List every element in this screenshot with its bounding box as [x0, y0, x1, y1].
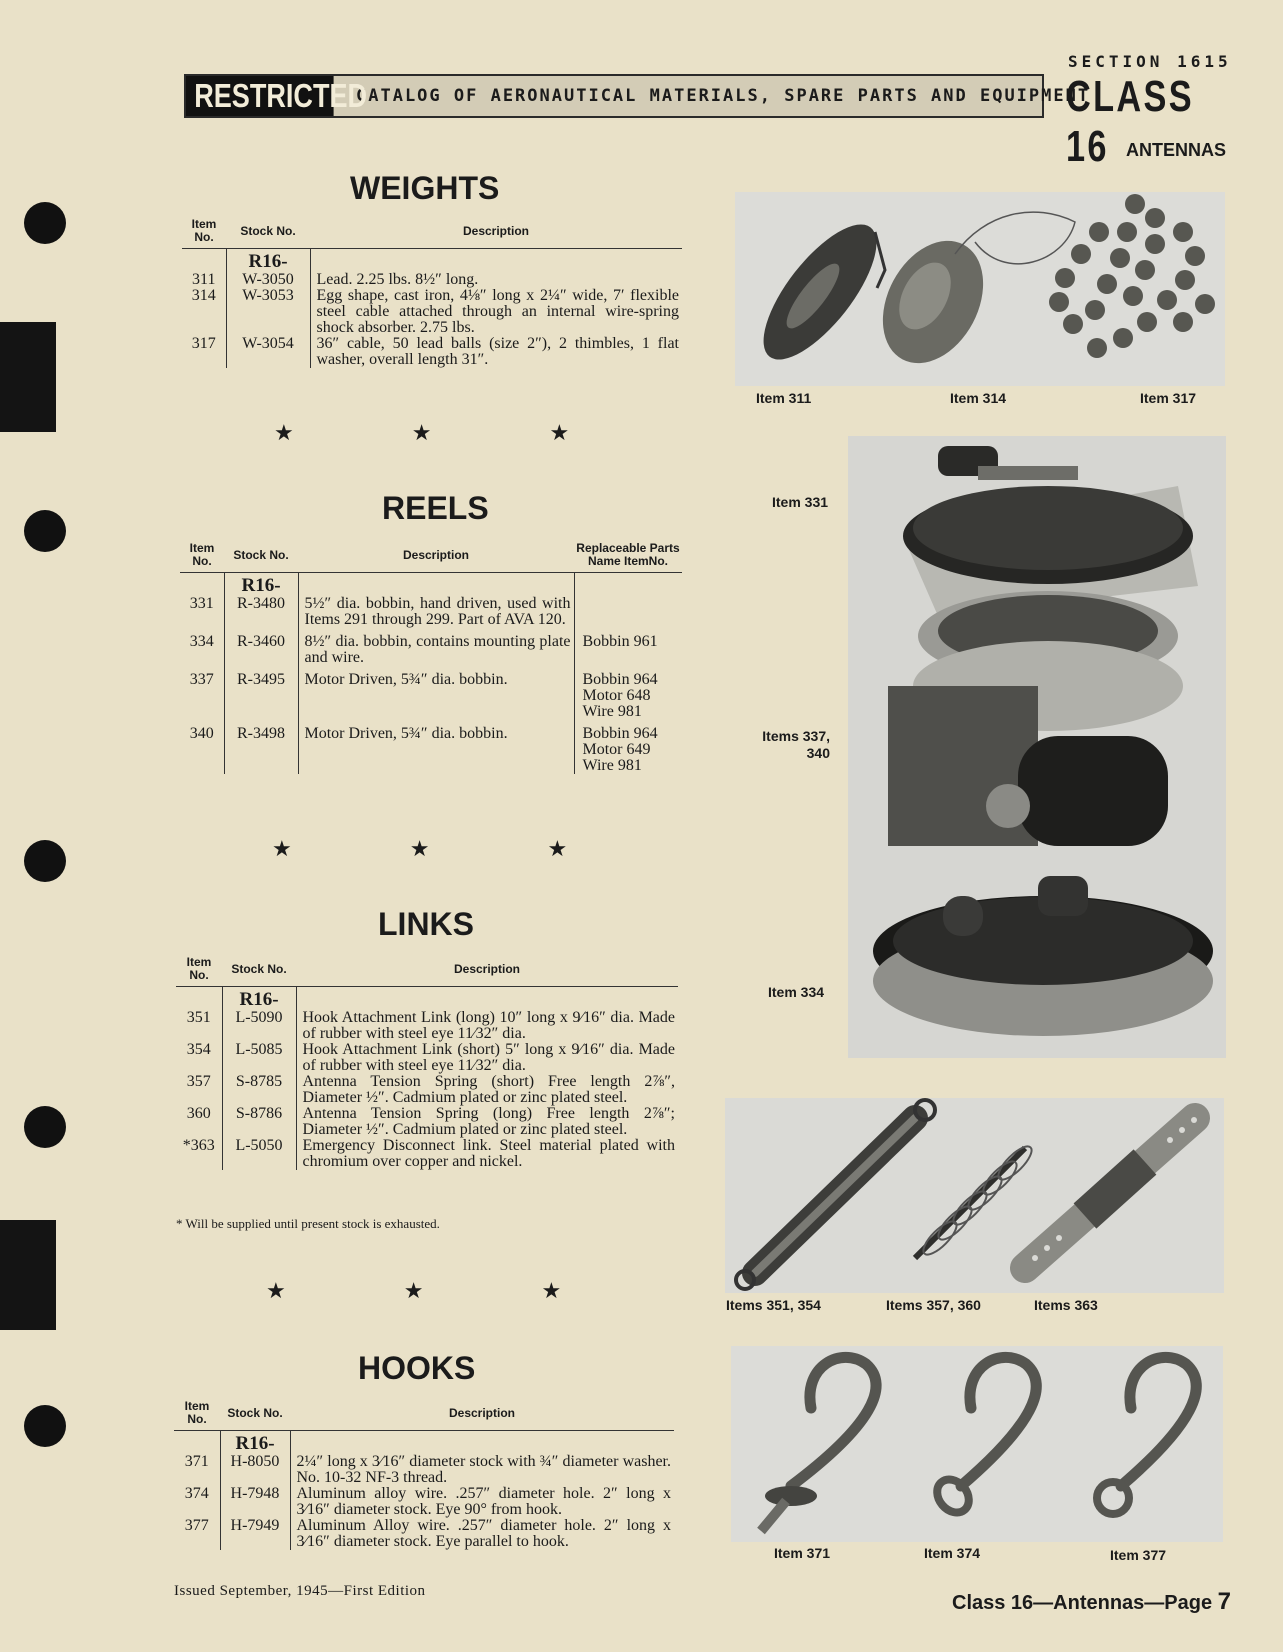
- stock-no: R-3480: [224, 596, 298, 634]
- replaceable-parts: Bobbin 964 Motor 648 Wire 981: [574, 672, 682, 726]
- hooks-photo: [731, 1346, 1223, 1542]
- item-no: 340: [189, 725, 214, 742]
- category-title: ANTENNAS: [1126, 140, 1227, 160]
- description: Motor Driven, 5¾″ dia. bobbin.: [298, 672, 574, 726]
- item-no: 357: [186, 1073, 211, 1090]
- hooks-title: HOOKS: [358, 1350, 476, 1386]
- col-replaceable-parts: Replaceable Parts Name ItemNo.: [574, 540, 682, 573]
- table-row: [176, 1010, 678, 1042]
- item-no: 314: [191, 287, 216, 304]
- caption-item-334: Item 334: [768, 984, 825, 1000]
- restricted-label: RESTRICTED: [186, 76, 334, 116]
- stock-no: S-8786: [222, 1106, 296, 1138]
- replaceable-parts: Bobbin 961: [574, 634, 682, 672]
- item-no: 331: [189, 595, 214, 612]
- description: Aluminum alloy wire. .257″ diameter hole. 2″ long x 3⁄16″ diameter stock. Eye 90° from hook.: [290, 1486, 674, 1518]
- weights-illustration: [735, 192, 1225, 386]
- caption-items-363: Items 363: [1034, 1297, 1098, 1313]
- stock-no: L-5090: [222, 1010, 296, 1042]
- caption-item-374: Item 374: [924, 1545, 981, 1561]
- binder-hole: [24, 510, 66, 552]
- caption-item-317: Item 317: [1140, 390, 1197, 406]
- table-row: [180, 596, 682, 634]
- catalog-title: CATALOG OF AERONAUTICAL MATERIALS, SPARE PARTS AND EQUIPMENT: [356, 86, 1091, 106]
- stock-no: W-3053: [226, 288, 310, 336]
- caption-item-331: Item 331: [772, 494, 829, 510]
- item-no: 371: [184, 1453, 209, 1470]
- caption-items-357-360: Items 357, 360: [886, 1297, 981, 1313]
- description: Aluminum Alloy wire. .257″ diameter hole. 2″ long x 3⁄16″ diameter stock. Eye parallel to hook.: [290, 1518, 674, 1550]
- caption-items-337-340: Items 337, 340: [762, 728, 830, 761]
- description: 36″ cable, 50 lead balls (size 2″), 2 thimbles, 1 flat washer, overall length 31″.: [310, 336, 682, 368]
- stock-no: H-8050: [220, 1454, 290, 1486]
- description: Emergency Disconnect link. Steel material plated with chromium over copper and nickel.: [296, 1138, 678, 1170]
- item-no: 317: [191, 335, 216, 352]
- reels-table: [180, 540, 682, 774]
- binder-hole: [24, 840, 66, 882]
- table-row: [174, 1454, 674, 1486]
- col-stock: Stock No.: [222, 954, 296, 987]
- table-row: [176, 1106, 678, 1138]
- caption-item-377: Item 377: [1110, 1547, 1167, 1563]
- description: Egg shape, cast iron, 4⅛″ long x 2¼″ wide, 7′ flexible steel cable attached through an internal wire-spring shock absorber. 2.75 lbs.: [310, 288, 682, 336]
- col-stock: Stock No.: [226, 216, 310, 249]
- col-stock: Stock No.: [224, 540, 298, 573]
- stock-no: W-3050: [226, 272, 310, 288]
- col-item: Item No.: [176, 954, 222, 987]
- index-tab: [0, 1220, 56, 1330]
- caption-item-314: Item 314: [950, 390, 1007, 406]
- links-title: LINKS: [378, 906, 474, 942]
- stock-prefix: R16-: [220, 1431, 290, 1455]
- col-description: Description: [296, 954, 678, 987]
- stock-no: R-3495: [224, 672, 298, 726]
- header-band: [184, 74, 1091, 118]
- description: Motor Driven, 5¾″ dia. bobbin.: [298, 726, 574, 774]
- stock-prefix: R16-: [224, 573, 298, 597]
- index-tab: [0, 322, 56, 432]
- caption-item-311: Item 311: [756, 390, 812, 406]
- description: Antenna Tension Spring (short) Free length 2⅞″, Diameter ½″. Cadmium plated or zinc plated steel.: [296, 1074, 678, 1106]
- table-row: [174, 1486, 674, 1518]
- table-row: [182, 288, 682, 336]
- reels-title: REELS: [382, 490, 489, 526]
- table-row: [180, 634, 682, 672]
- description: Hook Attachment Link (short) 5″ long x 9⁄16″ dia. Made of rubber with steel eye 11⁄32″ dia.: [296, 1042, 678, 1074]
- col-item: Item No.: [174, 1398, 220, 1431]
- stock-no: H-7948: [220, 1486, 290, 1518]
- table-row: [176, 1074, 678, 1106]
- table-row: [174, 1518, 674, 1550]
- reels-illustration: [848, 436, 1226, 1058]
- col-description: Description: [298, 540, 574, 573]
- caption-item-371: Item 371: [774, 1545, 831, 1561]
- page-number: 7: [1217, 1588, 1232, 1615]
- stock-no: W-3054: [226, 336, 310, 368]
- item-no: 377: [184, 1517, 209, 1534]
- star-divider: ★ ★ ★: [274, 420, 570, 445]
- binder-hole: [24, 202, 66, 244]
- table-row: [182, 336, 682, 368]
- star-divider: ★ ★ ★: [266, 1278, 562, 1303]
- table-row: [180, 726, 682, 774]
- stock-prefix: R16-: [226, 249, 310, 273]
- table-row: [176, 1042, 678, 1074]
- description: 2¼″ long x 3⁄16″ diameter stock with ¾″ diameter washer. No. 10-32 NF-3 thread.: [290, 1454, 674, 1486]
- star-divider: ★ ★ ★: [272, 836, 568, 861]
- stock-no: L-5085: [222, 1042, 296, 1074]
- stock-no: R-3460: [224, 634, 298, 672]
- class-number: CLASS 16: [1066, 72, 1195, 171]
- description: Lead. 2.25 lbs. 8½″ long.: [310, 272, 682, 288]
- table-row: [180, 672, 682, 726]
- item-no: 360: [186, 1105, 211, 1122]
- binder-hole: [24, 1106, 66, 1148]
- page-label: Class 16—Antennas—Page 7: [952, 1588, 1232, 1615]
- col-description: Description: [290, 1398, 674, 1431]
- hooks-illustration: [731, 1346, 1223, 1542]
- section-number: SECTION 1615: [1068, 52, 1232, 71]
- table-row: [182, 272, 682, 288]
- links-illustration: [725, 1098, 1224, 1293]
- table-row: [176, 1138, 678, 1170]
- weights-photo: [735, 192, 1225, 386]
- col-item: Item No.: [180, 540, 224, 573]
- binder-hole: [24, 1405, 66, 1447]
- hooks-table: [174, 1398, 674, 1550]
- item-no: 334: [189, 633, 214, 650]
- replaceable-parts: Bobbin 964 Motor 649 Wire 981: [574, 726, 682, 774]
- stock-prefix: R16-: [222, 987, 296, 1011]
- description: 8½″ dia. bobbin, contains mounting plate and wire.: [298, 634, 574, 672]
- item-no: 354: [186, 1041, 211, 1058]
- item-no: 311: [192, 271, 216, 288]
- footnote: * Will be supplied until present stock is exhausted.: [176, 1216, 440, 1231]
- links-photo: [725, 1098, 1224, 1293]
- stock-no: R-3498: [224, 726, 298, 774]
- issue-date: Issued September, 1945—First Edition: [174, 1583, 426, 1599]
- weights-table: [182, 216, 682, 368]
- links-table: [176, 954, 678, 1170]
- description: Hook Attachment Link (long) 10″ long x 9⁄16″ dia. Made of rubber with steel eye 11⁄32″ dia.: [296, 1010, 678, 1042]
- caption-items-351-354: Items 351, 354: [726, 1297, 821, 1313]
- description: 5½″ dia. bobbin, hand driven, used with Items 291 through 299. Part of AVA 120.: [298, 596, 574, 634]
- col-description: Description: [310, 216, 682, 249]
- item-no: *363: [182, 1137, 215, 1154]
- stock-no: H-7949: [220, 1518, 290, 1550]
- stock-no: L-5050: [222, 1138, 296, 1170]
- description: Antenna Tension Spring (long) Free length 2⅞″; Diameter ½″. Cadmium plated or zinc plated steel.: [296, 1106, 678, 1138]
- item-no: 374: [184, 1485, 209, 1502]
- weights-title: WEIGHTS: [350, 170, 500, 206]
- stock-no: S-8785: [222, 1074, 296, 1106]
- item-no: 337: [189, 671, 214, 688]
- reels-photo: [848, 436, 1226, 1058]
- col-stock: Stock No.: [220, 1398, 290, 1431]
- col-item: Item No.: [182, 216, 226, 249]
- item-no: 351: [186, 1009, 211, 1026]
